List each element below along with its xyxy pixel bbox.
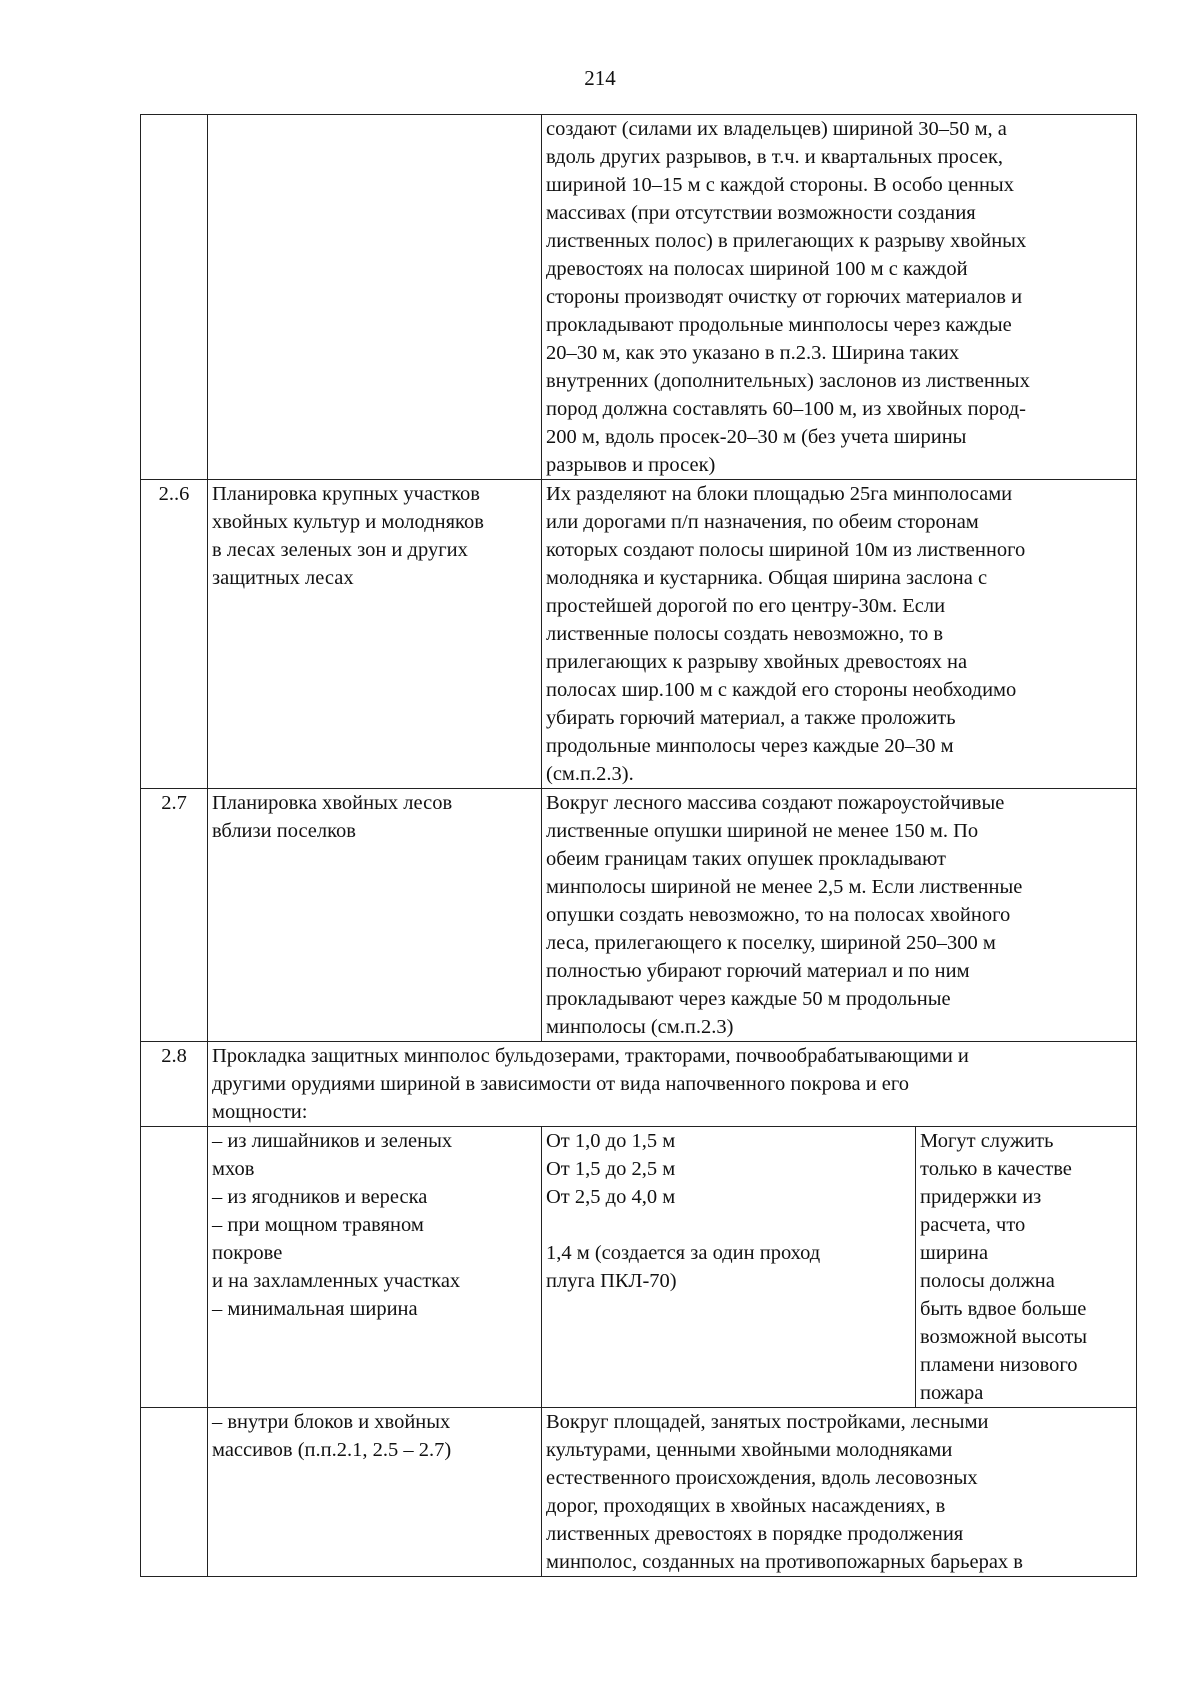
text-line: 200 м, вдоль просек-20–30 м (без учета ширины: [546, 426, 967, 448]
text-line: создают (силами их владельцев) шириной 30–50 м, а: [546, 118, 1007, 140]
page-number: 214: [584, 66, 616, 90]
text-line: пламени низового: [920, 1354, 1078, 1376]
text-line: – из ягодников и вереска: [212, 1186, 428, 1208]
text-line: полосах шир.100 м с каждой его стороны необходимо: [546, 679, 1017, 701]
text-line: Прокладка защитных минполос бульдозерами, тракторами, почвообрабатывающими и: [212, 1045, 969, 1067]
text-line: Планировка хвойных лесов: [212, 792, 453, 814]
text-line: или дорогами п/п назначения, по обеим сторонам: [546, 511, 979, 533]
row-title-cell: [208, 1408, 542, 1577]
text-line: массивов (п.п.2.1, 2.5 – 2.7): [212, 1439, 452, 1461]
text-line: убирать горючий материал, а также проложить: [546, 707, 956, 729]
table-row-2-8: [141, 1042, 1137, 1127]
text-line: минполос, созданных на противопожарных барьерах в: [546, 1551, 1023, 1573]
text-line: древостоях на полосах шириной 100 м с каждой: [546, 258, 968, 280]
width-value-lines: [546, 1127, 911, 1295]
text-line: и на захламленных участках: [212, 1270, 461, 1292]
table-row-continuation: [141, 115, 1137, 480]
text-line: в лесах зеленых зон и других: [212, 539, 468, 561]
row-values-cell: [542, 1127, 916, 1408]
row-merged-text-cell: [208, 1042, 1137, 1127]
text-line: 20–30 м, как это указано в п.2.3. Ширина таких: [546, 342, 960, 364]
title-lines: [212, 1408, 537, 1464]
merged-text-lines: [212, 1042, 1132, 1126]
row-description-cell: [542, 789, 1137, 1042]
text-line: пород должна составлять 60–100 м, из хвойных пород-: [546, 398, 1027, 420]
text-line: мхов: [212, 1158, 255, 1180]
text-line: прокладывают через каждые 50 м продольные: [546, 988, 951, 1010]
text-line: обеим границам таких опушек прокладывают: [546, 848, 946, 870]
text-line: мощности:: [212, 1101, 308, 1123]
text-line: опушки создать невозможно, то на полосах хвойного: [546, 904, 1011, 926]
row-number-cell: 2.8: [141, 1042, 208, 1127]
row-note-cell: [916, 1127, 1137, 1408]
text-line: быть вдвое больше: [920, 1298, 1087, 1320]
text-line: лиственные опушки шириной не менее 150 м. По: [546, 820, 979, 842]
text-line: От 1,5 до 2,5 м: [546, 1158, 676, 1180]
text-line: лиственные полосы создать невозможно, то в: [546, 623, 944, 645]
note-lines: [920, 1127, 1132, 1407]
text-line: полосы должна: [920, 1270, 1055, 1292]
text-line: – внутри блоков и хвойных: [212, 1411, 451, 1433]
text-line: расчета, что: [920, 1214, 1026, 1236]
text-line: прилегающих к разрыву хвойных древостоях на: [546, 651, 968, 673]
text-line: ширина: [920, 1242, 989, 1264]
text-line: возможной высоты: [920, 1326, 1088, 1348]
row-number-cell: [141, 1127, 208, 1408]
row-title-cell: [208, 789, 542, 1042]
text-line: Их разделяют на блоки площадью 25га минполосами: [546, 483, 1013, 505]
text-line: культурами, ценными хвойными молодняками: [546, 1439, 953, 1461]
text-line: Планировка крупных участков: [212, 483, 480, 505]
row-number-cell: 2..6: [141, 480, 208, 789]
text-line: Вокруг лесного массива создают пожароустойчивые: [546, 792, 1005, 814]
text-line: Могут служить: [920, 1130, 1054, 1152]
text-line: От 2,5 до 4,0 м: [546, 1186, 676, 1208]
text-line: внутренних (дополнительных) заслонов из лиственных: [546, 370, 1030, 392]
fire-prevention-table: [140, 114, 1137, 1577]
description-lines: [546, 1408, 1132, 1576]
text-line: вблизи поселков: [212, 820, 356, 842]
text-line: [546, 1211, 911, 1239]
row-description-cell: [542, 115, 1137, 480]
text-line: 1,4 м (создается за один проход: [546, 1242, 821, 1264]
table-row-2-7: [141, 789, 1137, 1042]
row-description-cell: [542, 480, 1137, 789]
text-line: прокладывают продольные минполосы через каждые: [546, 314, 1012, 336]
text-line: – минимальная ширина: [212, 1298, 418, 1320]
text-line: пожара: [920, 1382, 984, 1404]
text-line: дорог, проходящих в хвойных насаждениях, в: [546, 1495, 946, 1517]
text-line: естественного происхождения, вдоль лесовозных: [546, 1467, 978, 1489]
text-line: – при мощном травяном: [212, 1214, 424, 1236]
text-line: От 1,0 до 1,5 м: [546, 1130, 676, 1152]
text-line: плуга ПКЛ-70): [546, 1270, 677, 1292]
cover-type-lines: [212, 1127, 537, 1323]
text-line: защитных лесах: [212, 567, 354, 589]
row-title-cell: [208, 480, 542, 789]
row-number-cell: [141, 1408, 208, 1577]
row-title-cell: [208, 1127, 542, 1408]
description-lines: [546, 480, 1132, 788]
text-line: продольные минполосы через каждые 20–30 м: [546, 735, 954, 757]
row-number-cell: 2.7: [141, 789, 208, 1042]
text-line: лиственных древостоях в порядке продолжения: [546, 1523, 964, 1545]
text-line: которых создают полосы шириной 10м из лиственного: [546, 539, 1026, 561]
text-line: шириной 10–15 м с каждой стороны. В особо ценных: [546, 174, 1014, 196]
text-line: (см.п.2.3).: [546, 763, 634, 785]
title-lines: [212, 789, 537, 845]
text-line: Вокруг площадей, занятых постройками, лесными: [546, 1411, 989, 1433]
text-line: массивах (при отсутствии возможности создания: [546, 202, 976, 224]
row-number-cell: [141, 115, 208, 480]
text-line: полностью убирают горючий материал и по ним: [546, 960, 970, 982]
text-line: придержки из: [920, 1186, 1042, 1208]
text-line: разрывов и просек): [546, 454, 716, 476]
description-lines: [546, 789, 1132, 1041]
table-row-widths: [141, 1127, 1137, 1408]
text-line: покрове: [212, 1242, 283, 1264]
row-description-cell: [542, 1408, 1137, 1577]
table-row-inside-blocks: [141, 1408, 1137, 1577]
text-line: вдоль других разрывов, в т.ч. и квартальных просек,: [546, 146, 1004, 168]
text-line: хвойных культур и молодняков: [212, 511, 484, 533]
text-line: другими орудиями шириной в зависимости от вида напочвенного покрова и его: [212, 1073, 910, 1095]
text-line: минполосы шириной не менее 2,5 м. Если лиственные: [546, 876, 1023, 898]
text-line: – из лишайников и зеленых: [212, 1130, 453, 1152]
description-lines: [546, 115, 1132, 479]
text-line: лиственных полос) в прилегающих к разрыву хвойных: [546, 230, 1027, 252]
text-line: простейшей дорогой по его центру-30м. Если: [546, 595, 946, 617]
text-line: минполосы (см.п.2.3): [546, 1016, 734, 1038]
text-line: стороны производят очистку от горючих материалов и: [546, 286, 1023, 308]
title-lines: [212, 480, 537, 592]
table-row-2-6: [141, 480, 1137, 789]
text-line: леса, прилегающего к поселку, шириной 250–300 м: [546, 932, 996, 954]
row-title-cell: [208, 115, 542, 480]
text-line: молодняка и кустарника. Общая ширина заслона с: [546, 567, 988, 589]
text-line: только в качестве: [920, 1158, 1072, 1180]
